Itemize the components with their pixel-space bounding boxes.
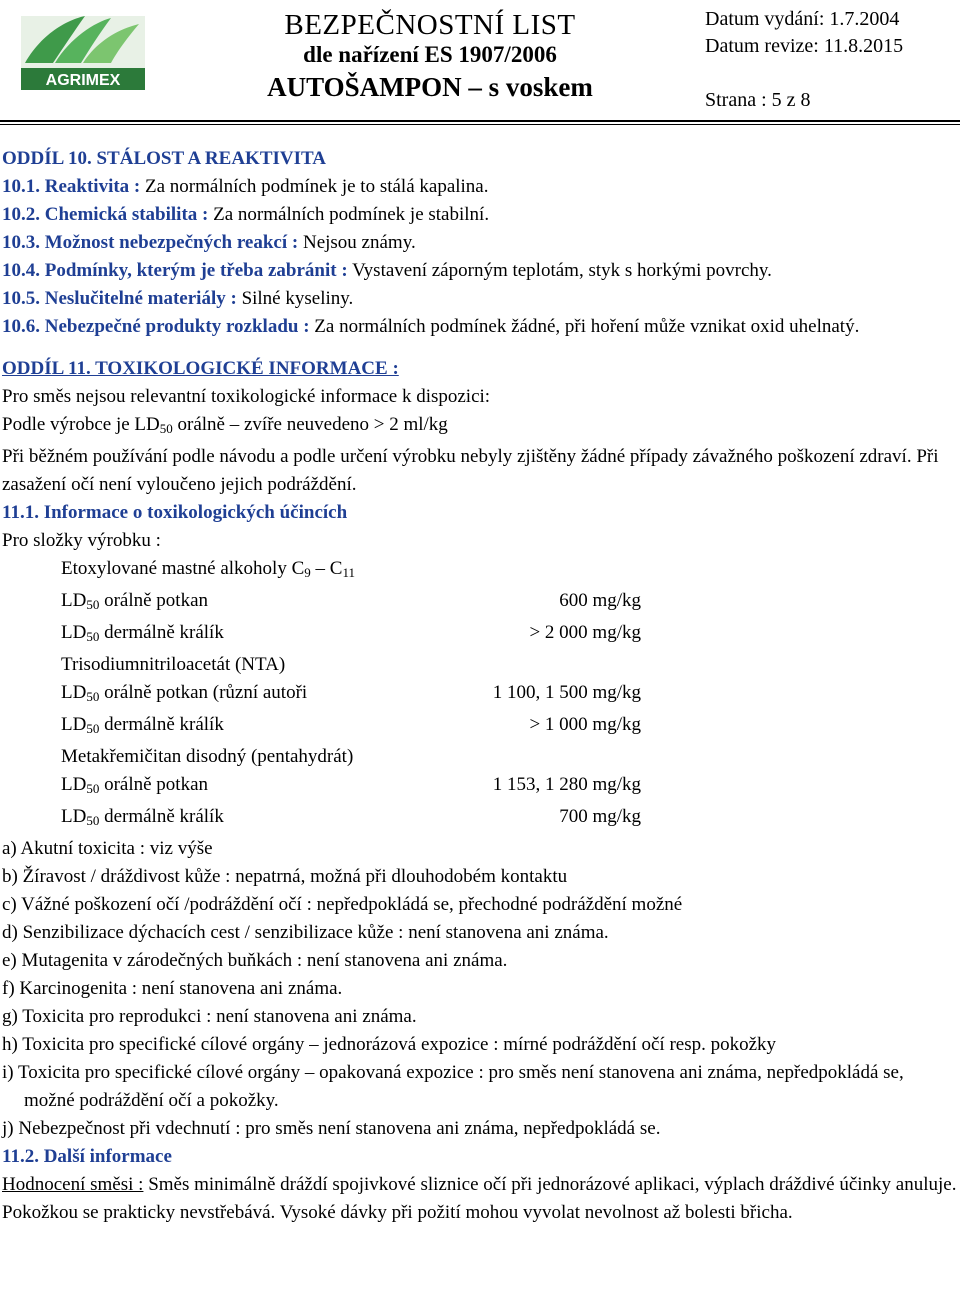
- revision-date: Datum revize: 11.8.2015: [705, 35, 904, 57]
- mixture-assessment: Hodnocení směsi : Směs minimálně dráždí spojivkové sliznice očí při jednorázové aplikaci, výplach dráždivé účinky anuluje. Pokožkou se prakticky nevstřebává. Vysoké dávky při požití mohou vyvolat nevolnost až bolesti břicha.: [2, 1174, 957, 1223]
- section-11-1-heading: 11.1. Informace o toxikologických účincích: [2, 502, 348, 523]
- section-10-item: 10.6. Nebezpečné produkty rozkladu : Za normálních podmínek žádné, při hoření může vznikat oxid uhelnatý.: [2, 316, 860, 337]
- manufacturer-ld50: Podle výrobce je $LD_{50}$ orálně – zvíře neuvedeno > 2 ml/kg: [2, 414, 448, 436]
- section-10-item: 10.4. Podmínky, kterým je třeba zabránit : Vystavení záporným teplotám, styk s horkými povrchy.: [2, 260, 772, 281]
- document-header: [0, 0, 960, 125]
- document-body: [2, 145, 957, 1227]
- table-row: $LD_{50}$ dermálně králík > 2 000 mg/kg: [61, 622, 641, 644]
- hazard-item: g) Toxicita pro reprodukci : není stanovena ani známa.: [2, 1006, 417, 1027]
- component-name: Metakřemičitan disodný (pentahydrát): [61, 746, 354, 767]
- table-row: $LD_{50}$ dermálně králík > 1 000 mg/kg: [61, 714, 641, 736]
- table-row: $LD_{50}$ dermálně králík 700 mg/kg: [61, 806, 641, 828]
- component-name: Trisodiumnitriloacetát (NTA): [61, 654, 286, 675]
- hazard-item: b) Žíravost / dráždivost kůže : nepatrná, možná při dlouhodobém kontaktu: [2, 866, 568, 887]
- section-11-2-heading: 11.2. Další informace: [2, 1146, 172, 1167]
- section-10-item: 10.2. Chemická stabilita : Za normálních podmínek je stabilní.: [2, 204, 490, 225]
- section-10-heading: ODDÍL 10. STÁLOST A REAKTIVITA: [2, 148, 326, 169]
- hazard-item: c) Vážné poškození očí /podráždění očí : nepředpokládá se, přechodné podráždění možné: [2, 894, 683, 915]
- hazard-item: h) Toxicita pro specifické cílové orgány – jednorázová expozice : mírné podráždění očí resp. pokožky: [2, 1034, 777, 1055]
- section-11-intro: Pro směs nejsou relevantní toxikologické informace k dispozici:: [2, 386, 491, 407]
- issue-date: Datum vydání: 1.7.2004: [705, 8, 900, 30]
- hazard-item: i) Toxicita pro specifické cílové orgány – opakovaná expozice : pro směs není stanovena ani známa, nepředpokládá se, možné podráždění očí a pokožky.: [2, 1062, 904, 1111]
- table-row: $LD_{50}$ orálně potkan 600 mg/kg: [61, 590, 641, 612]
- header-divider-thin: [0, 124, 960, 125]
- table-row: $LD_{50}$ orálně potkan (různí autoři 1 100, 1 500 mg/kg: [61, 682, 641, 704]
- section-10-item: 10.1. Reaktivita : Za normálních podmínek je to stálá kapalina.: [2, 176, 489, 197]
- hazard-item: j) Nebezpečnost při vdechnutí : pro směs není stanovena ani známa, nepředpokládá se.: [2, 1118, 661, 1139]
- hazard-item: a) Akutní toxicita : viz výše: [2, 838, 213, 859]
- hazard-item: f) Karcinogenita : není stanovena ani známa.: [2, 978, 343, 999]
- svg-text:AGRIMEX: AGRIMEX: [45, 72, 121, 89]
- table-row: $LD_{50}$ orálně potkan 1 153, 1 280 mg/kg: [61, 774, 641, 796]
- section-10-item: 10.5. Neslučitelné materiály : Silné kyseliny.: [2, 288, 354, 309]
- page-number: Strana : 5 z 8: [705, 89, 811, 111]
- header-divider: [0, 120, 960, 122]
- agrimex-logo: [15, 8, 151, 100]
- hazard-item: d) Senzibilizace dýchacích cest / senzibilizace kůže : není stanovena ani známa.: [2, 922, 609, 943]
- product-name: AUTOŠAMPON – s voskem: [267, 72, 593, 102]
- component-name: Etoxylované mastné alkoholy $C_9 - C_{11}$: [61, 558, 355, 580]
- document-title: BEZPEČNOSTNÍ LIST: [284, 9, 576, 41]
- section-11-heading: ODDÍL 11. TOXIKOLOGICKÉ INFORMACE :: [2, 358, 399, 379]
- hazard-item: e) Mutagenita v zárodečných buňkách : není stanovena ani známa.: [2, 950, 508, 971]
- section-10-item: 10.3. Možnost nebezpečných reakcí : Nejsou známy.: [2, 232, 416, 253]
- components-label: Pro složky výrobku :: [2, 530, 161, 551]
- regulation-reference: dle nařízení ES 1907/2006: [303, 42, 557, 67]
- components-table: [2, 555, 957, 835]
- section-11-note: Při běžném používání podle návodu a podle určení výrobku nebyly zjištěny žádné případy závažného poškození zdraví. Při zasažení očí není vyloučeno jejich podráždění.: [2, 446, 939, 495]
